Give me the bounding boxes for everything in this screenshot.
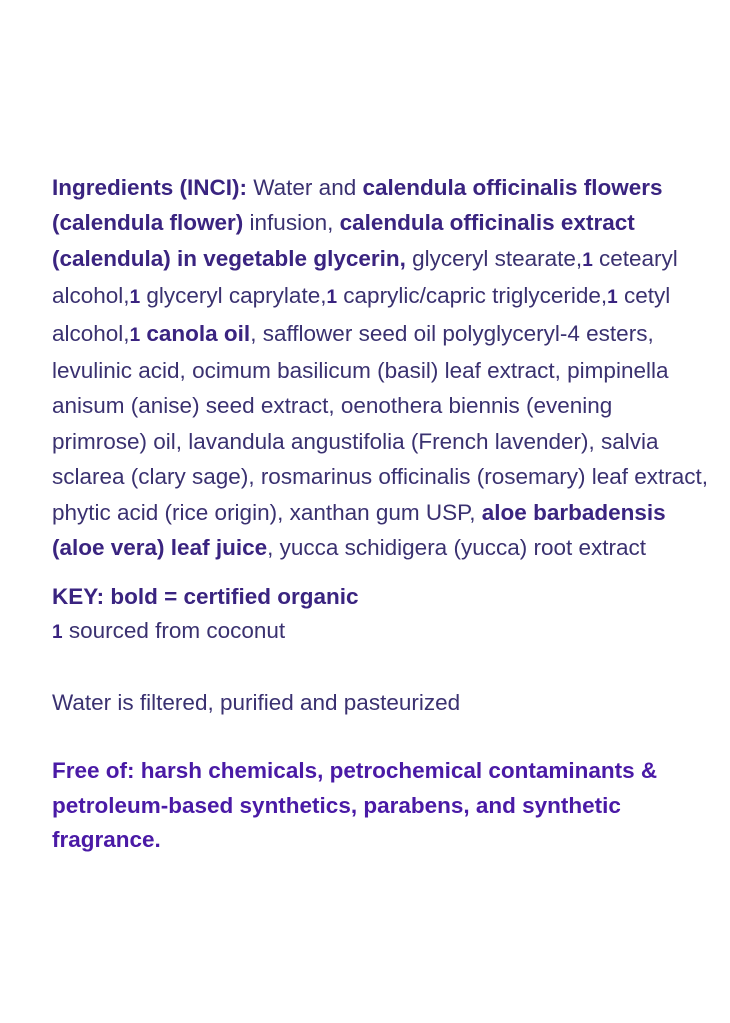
key-legend xyxy=(52,580,712,650)
ingredient-text: , yucca schidigera (yucca) root extract xyxy=(267,535,647,561)
ingredient-text: glyceryl caprylate, xyxy=(140,283,327,309)
ingredient-text: Water and xyxy=(247,175,363,200)
key-title: KEY: bold = certified organic xyxy=(52,584,359,610)
coconut-footnote-marker: 1 xyxy=(129,324,141,346)
organic-ingredient: aloe barbadensis (aloe vera) leaf juice xyxy=(52,499,666,561)
coconut-footnote-marker: 1 xyxy=(326,287,338,309)
ingredient-text: , safflower seed oil polyglyceryl-4 esters, levulinic acid, ocimum basilicum (basil) leaf extract, pimpinella anisum (anise) seed extract, oenothera biennis (evening primrose) oil, lavandula angustifolia (French lavender), salvia sclarea (clary sage), rosmarinus officinalis (rosemary) leaf extract, phytic acid (rice origin), xanthan gum USP, xyxy=(52,320,709,525)
coconut-footnote-marker: 1 xyxy=(129,287,141,309)
ingredient-text: cetyl alcohol, xyxy=(52,283,671,346)
key-footnote xyxy=(52,614,712,650)
ingredients-paragraph xyxy=(52,170,712,565)
organic-ingredient: calendula officinalis flowers (calendula flower) xyxy=(52,175,663,236)
ingredient-text: cetearyl alcohol, xyxy=(52,245,678,309)
ingredient-text: infusion, xyxy=(243,210,340,236)
water-note: Water is filtered, purified and pasteurized xyxy=(52,690,461,716)
organic-ingredient: canola oil xyxy=(146,320,251,346)
ingredient-text: caprylic/capric triglyceride, xyxy=(337,283,608,309)
ingredient-text: glyceryl stearate, xyxy=(405,245,583,271)
organic-ingredient: calendula officinalis extract (calendula) in vegetable glycerin, xyxy=(52,210,635,271)
ingredients-label: Ingredients (INCI): xyxy=(52,175,247,200)
coconut-footnote-marker: 1 xyxy=(607,287,618,309)
coconut-footnote-marker: 1 xyxy=(582,249,593,271)
key-footnote-text: sourced from coconut xyxy=(62,618,286,644)
ingredients-panel xyxy=(52,170,712,858)
key-footnote-marker: 1 xyxy=(52,622,63,644)
free-of-statement: Free of: harsh chemicals, petrochemical contaminants & petroleum-based synthetics, parabens, and synthetic fragrance. xyxy=(52,758,658,853)
